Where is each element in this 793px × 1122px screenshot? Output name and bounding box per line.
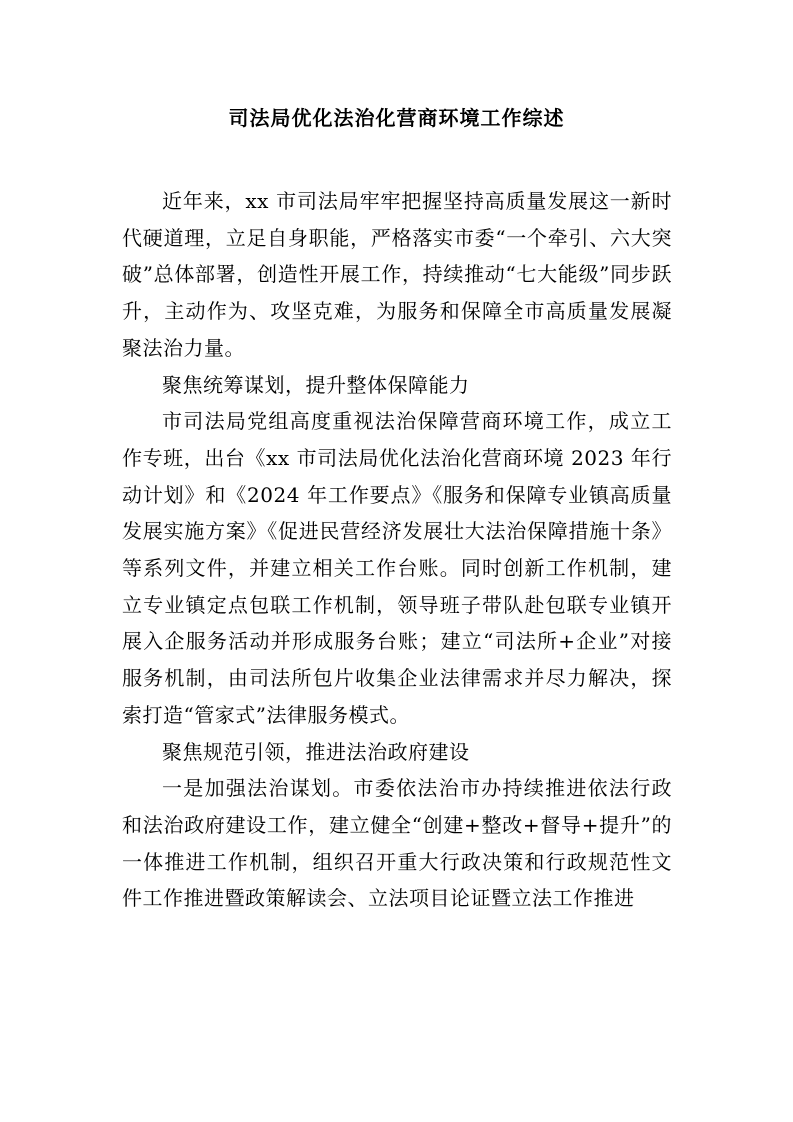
section-heading-planning: 聚焦统筹谋划，提升整体保障能力: [162, 372, 470, 397]
document-title: 司法局优化法治化营商环境工作综述: [228, 106, 565, 130]
paragraph-planning: 市司法局党组高度重视法治保障营商环境工作，成立工作专班，出台《xx 市司法局优化法治化营商环境 2023 年行动计划》和《2024 年工作要点》《服务和保障专业镇高质量发展实施方案》《促进民营经济发展壮大法治保障措施十条》等系列文件，并建立相关工作台账。同时创新工作机制，建立专业镇定点包联工作机制，领导班子带队赴包联专业镇开展入企服务活动并形成服务台账；建立“司法所+企业”对接服务机制，由司法所包片收集企业法律需求并尽力解决，探索打造“管家式”法律服务模式。: [122, 409, 672, 727]
document-body: [122, 183, 672, 917]
paragraph-standards: 一是加强法治谋划。市委依法治市办持续推进依法行政和法治政府建设工作，建立健全“创建+整改+督导+提升”的一体推进工作机制，组织召开重大行政决策和行政规范性文件工作推进暨政策解读会、立法项目论证暨立法工作推进: [122, 776, 672, 911]
section-heading-standards: 聚焦规范引领，推进法治政府建设: [162, 739, 470, 764]
paragraph-intro: 近年来，xx 市司法局牢牢把握坚持高质量发展这一新时代硬道理，立足自身职能，严格落实市委“一个牵引、六大突破”总体部署，创造性开展工作，持续推动“七大能级”同步跃升，主动作为、攻坚克难，为服务和保障全市高质量发展凝聚法治力量。: [122, 189, 672, 360]
